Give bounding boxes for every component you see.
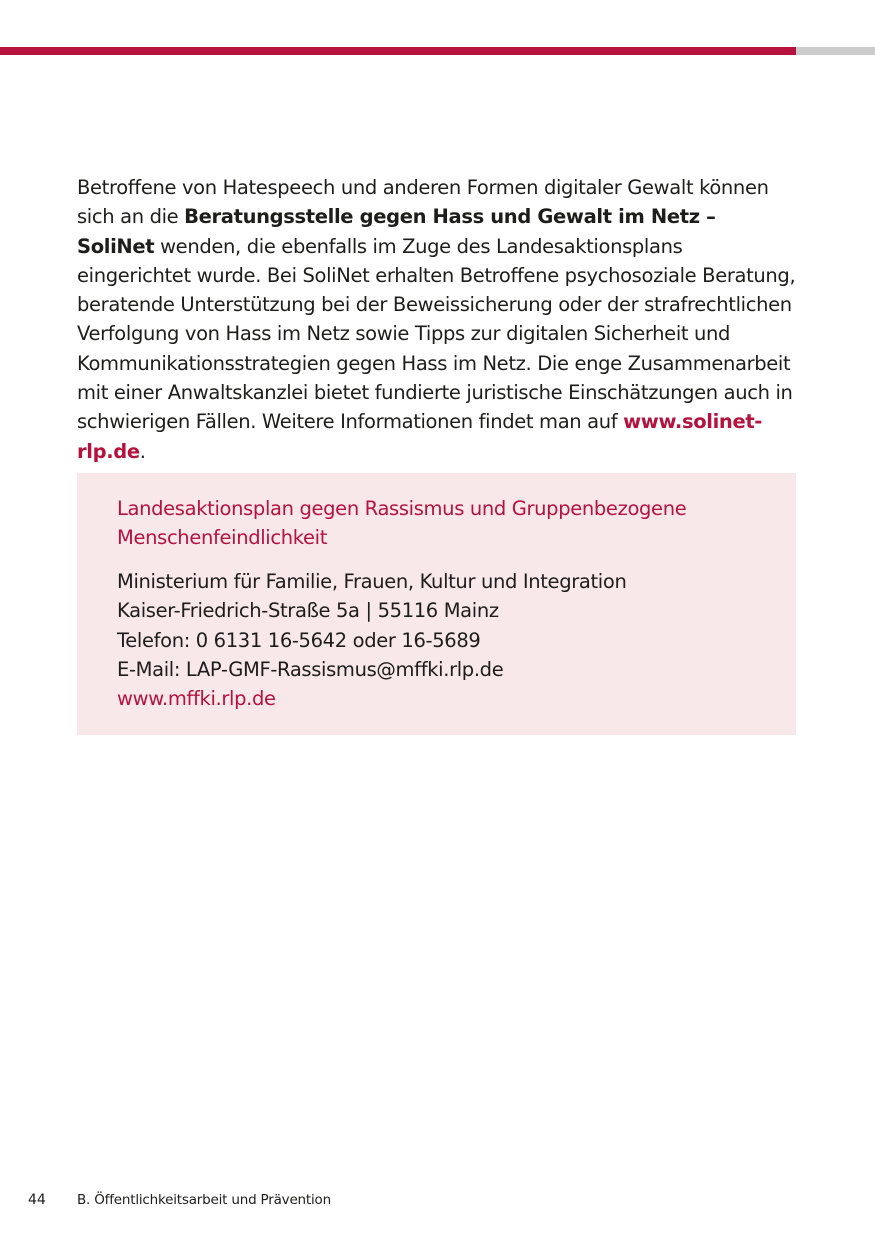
body-paragraph <box>77 173 799 466</box>
solinet-link[interactable]: www.solinet-rlp.de <box>77 410 763 463</box>
ministry-address: Kaiser-Friedrich-Straße 5a | 55116 Mainz <box>117 599 499 623</box>
page-number: 44 <box>28 1192 46 1208</box>
page-footer <box>0 1190 875 1210</box>
header-accent-bar <box>0 47 796 55</box>
header-grey-bar <box>796 47 875 55</box>
contact-details <box>117 567 757 713</box>
ministry-email[interactable]: E-Mail: LAP-GMF-Rassismus@mffki.rlp.de <box>117 657 504 681</box>
body-text-part1: Betroffene von Hatespeech und anderen Formen digitaler Gewalt können sich an die <box>77 176 769 229</box>
body-text-part2: wenden, die ebenfalls im Zuge des Landesaktionsplans eingerichtet wurde. Bei SoliNet erhalten Betroffene psychosoziale Beratung, beratende Unterstützung bei der Beweissicherung oder der strafrechtlichen Verfolgung von Hass im Netz sowie Tipps zur digitalen Sicherheit und Kommunikationsstrategien gegen Hass im Netz. Die enge Zusammenarbeit mit einer Anwaltskanzlei bietet fundierte juristische Einschätzungen auch in schwierigen Fällen. Weitere Informationen findet man auf <box>77 234 796 434</box>
body-bold-text: Beratungsstelle gegen Hass und Gewalt im Netz – SoliNet <box>77 205 716 258</box>
ministry-name: Ministerium für Familie, Frauen, Kultur und Integration <box>117 570 627 593</box>
body-text-end: . <box>139 439 146 463</box>
contact-info-box <box>77 473 796 735</box>
ministry-phone: Telefon: 0 6131 16-5642 oder 16-5689 <box>117 628 481 652</box>
ministry-website-link[interactable]: www.mffki.rlp.de <box>117 687 276 711</box>
info-box-title: Landesaktionsplan gegen Rassismus und Gruppenbezogene Menschenfeindlichkeit <box>117 497 687 549</box>
footer-section-title: B. Öffentlichkeitsarbeit und Prävention <box>77 1192 331 1208</box>
